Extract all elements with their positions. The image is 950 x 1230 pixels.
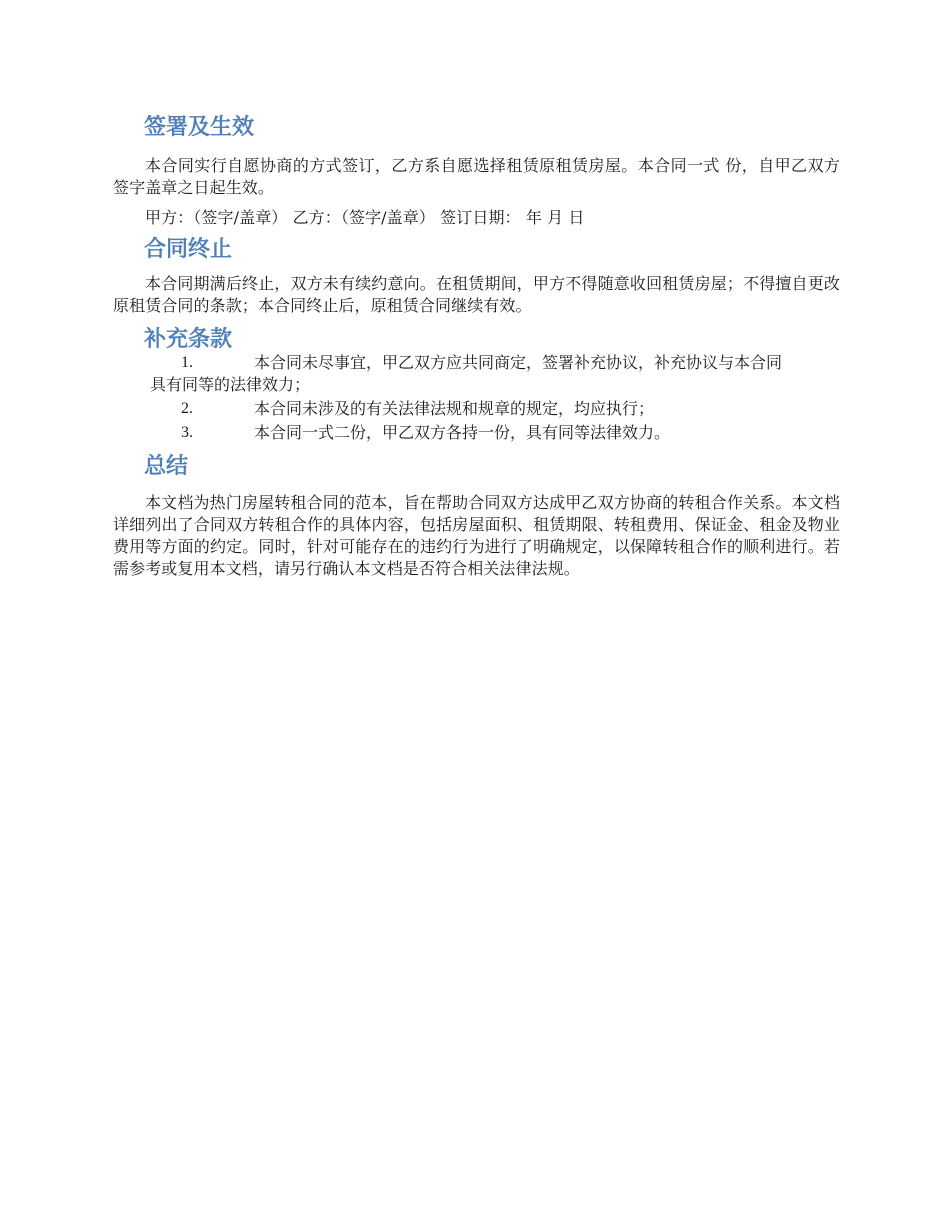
list-item-text: 本合同未尽事宜，甲乙双方应共同商定，签署补充协议，补充协议与本合同 bbox=[254, 353, 783, 372]
list-item-number: 2. bbox=[181, 400, 193, 417]
list-item-number: 1. bbox=[181, 354, 193, 371]
section-title-termination: 合同终止 bbox=[144, 237, 233, 262]
section-title-supplement: 补充条款 bbox=[144, 327, 233, 352]
document-page bbox=[113, 108, 840, 580]
list-item-text-continued: 具有同等的法律效力； bbox=[150, 375, 311, 394]
list-item bbox=[113, 398, 840, 420]
section-title-summary: 总结 bbox=[144, 454, 189, 479]
termination-paragraph: 本合同期满后终止，双方未有续约意向。在租赁期间，甲方不得随意收回租赁房屋；不得擅自更改原租赁合同的条款；本合同终止后，原租赁合同继续有效。 bbox=[113, 274, 840, 315]
list-item-text: 本合同一式二份，甲乙双方各持一份，具有同等法律效力。 bbox=[254, 423, 671, 442]
list-item bbox=[113, 352, 840, 396]
supplement-list bbox=[113, 352, 840, 444]
section-title-signing: 签署及生效 bbox=[144, 115, 255, 140]
summary-paragraph: 本文档为热门房屋转租合同的范本，旨在帮助合同双方达成甲乙双方协商的转租合作关系。本文档详细列出了合同双方转租合作的具体内容，包括房屋面积、租赁期限、转租费用、保证金、租金及物业费用等方面的约定。同时，针对可能存在的违约行为进行了明确规定，以保障转租合作的顺利进行。若需参考或复用本文档，请另行确认本文档是否符合相关法律法规。 bbox=[113, 493, 840, 578]
list-item bbox=[113, 422, 840, 444]
signature-line: 甲方：（签字/盖章） 乙方：（签字/盖章） 签订日期： 年 月 日 bbox=[145, 208, 585, 227]
list-item-text: 本合同未涉及的有关法律法规和规章的规定，均应执行； bbox=[254, 399, 655, 418]
signing-paragraph: 本合同实行自愿协商的方式签订，乙方系自愿选择租赁原租赁房屋。本合同一式 份，自甲乙双方签字盖章之日起生效。 bbox=[113, 156, 840, 197]
list-item-number: 3. bbox=[181, 424, 193, 441]
